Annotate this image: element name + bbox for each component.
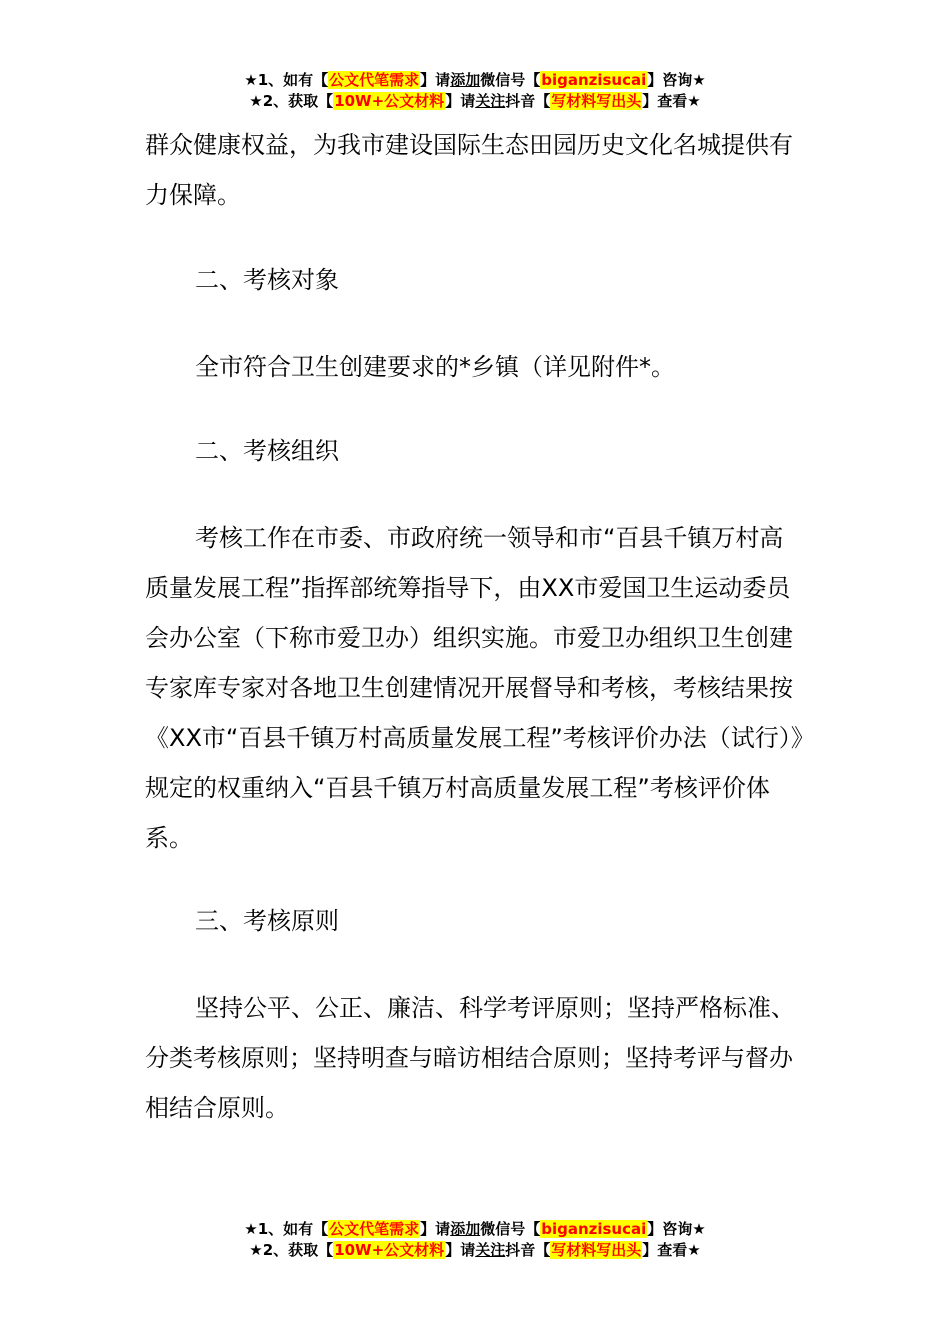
section-heading-organization: 二、考核组织 [195, 437, 339, 465]
promo-text: 】请 [420, 1220, 451, 1238]
promo-text: 】请 [445, 1241, 476, 1259]
promo-text: 抖音【 [505, 92, 551, 110]
promo-header [0, 70, 950, 112]
promo-text: 微信号【 [480, 71, 541, 89]
promo-line-2 [0, 1240, 950, 1261]
promo-highlight: 写材料写出头 [551, 1241, 642, 1259]
promo-text: ★2、获取【 [249, 92, 334, 110]
promo-text: 】咨询★ [647, 71, 706, 89]
promo-text: 微信号【 [480, 1220, 541, 1238]
promo-line-2 [0, 91, 950, 112]
promo-highlight: biganzisucai [541, 1220, 647, 1238]
promo-underline: 关注 [475, 92, 506, 110]
paragraph-organization: 考核工作在市委、市政府统一领导和市“百县千镇万村高质量发展工程”指挥部统筹指导下，由XX市爱国卫生运动委员会办公室（下称市爱卫办）组织实施。市爱卫办组织卫生创建专家库专家对各地卫生创建情况开展督导和考核，考核结果按《XX市“百县千镇万村高质量发展工程”考核评价办法（试行）》规定的权重纳入“百县千镇万村高质量发展工程”考核评价体系。 [145, 524, 803, 852]
promo-highlight: 10W+公文材料 [334, 1241, 445, 1259]
promo-highlight: 公文代笔需求 [329, 71, 420, 89]
promo-line-1 [0, 1219, 950, 1240]
promo-text: 】咨询★ [647, 1220, 706, 1238]
promo-text: ★1、如有【 [244, 71, 329, 89]
promo-text: 】查看★ [642, 1241, 701, 1259]
promo-text: 】请 [420, 71, 451, 89]
section-heading-target: 二、考核对象 [195, 266, 339, 294]
promo-text: 抖音【 [505, 1241, 551, 1259]
paragraph-principles: 坚持公平、公正、廉洁、科学考评原则；坚持严格标准、分类考核原则；坚持明查与暗访相结合原则；坚持考评与督办相结合原则。 [145, 994, 795, 1122]
section-heading-principles: 三、考核原则 [195, 907, 339, 935]
promo-underline: 添加 [450, 1220, 481, 1238]
promo-highlight: 公文代笔需求 [329, 1220, 420, 1238]
promo-underline: 添加 [450, 71, 481, 89]
promo-highlight: 写材料写出头 [551, 92, 642, 110]
promo-underline: 关注 [475, 1241, 506, 1259]
promo-footer [0, 1219, 950, 1261]
promo-text: 】请 [445, 92, 476, 110]
paragraph-continued: 群众健康权益，为我市建设国际生态田园历史文化名城提供有力保障。 [145, 131, 793, 209]
paragraph-target: 全市符合卫生创建要求的*乡镇（详见附件*。 [195, 353, 675, 381]
promo-text: 】查看★ [642, 92, 701, 110]
promo-highlight: 10W+公文材料 [334, 92, 445, 110]
promo-text: ★1、如有【 [244, 1220, 329, 1238]
promo-highlight: biganzisucai [541, 71, 647, 89]
promo-text: ★2、获取【 [249, 1241, 334, 1259]
promo-line-1 [0, 70, 950, 91]
